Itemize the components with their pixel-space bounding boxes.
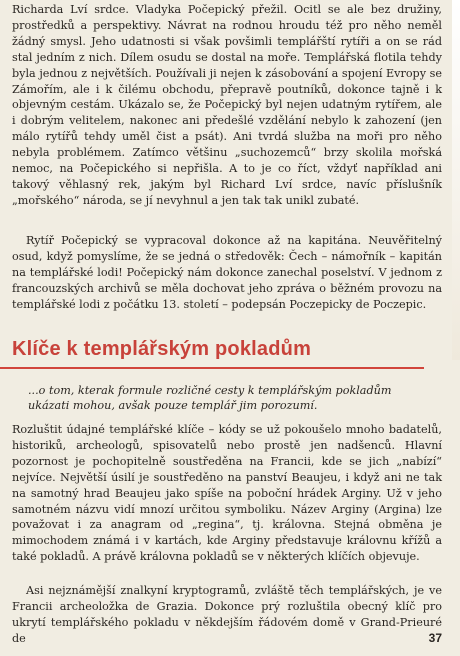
page-number: 37 bbox=[428, 631, 442, 645]
paragraph-2: Rytíř Počepický se vypracoval dokonce až na kapitána. Neuvěřitelný osud, když pomyslíme, že se jedná o středověk: Čech – námořník – kapitán na templářské lodi! Počepický nám dokonce zanechal poselství. V jednom z francouzských archivů se měla dochovat jeho zpráva o běžném provozu na templářské lodi z počátku 13. století – podepsán Poczepicky de Poczepic. bbox=[12, 234, 442, 311]
paragraph-3: Rozluštit údajné templářské klíče – kódy se už pokoušelo mnoho badatelů, historiků, archeologů, spisovatelů nebo prostě jen nadšenců. Hlavní pozornost je pochopitelně soustředěna na Francii, kde se jich „nabízí“ nejvíce. Největší úsilí je soustředěno na panství Beaujeu, i když ani ne tak na samotný hrad Beaujeu jako spíše na poboční hrádek Arginy. Už v jeho samotném názvu vidí mnozí určitou symboliku. Název Arginy (Argina) lze považovat i za anagram od „regina“, tj. královna. Stejná obměna je mimochodem známá i v kartách, kde Arginy představuje královnu křížů a také pokladů. A právě královna pokladů se v některých klíčích objevuje. bbox=[12, 423, 442, 564]
section-heading: Klíče k templářským pokladům bbox=[12, 338, 312, 360]
section-motto: ...o tom, kterak formule rozličné cesty k templářským pokladům ukázati mohou, avšak pouze templář jim porozumí. bbox=[28, 384, 392, 413]
page-edge bbox=[452, 0, 460, 360]
paragraph-1: Richarda Lví srdce. Vladyka Počepický přežil. Ocitl se ale bez družiny, prostředků a perspektivy. Návrat na rodnou hroudu též pro něho neměl žádný smysl. Jeho udatnosti si však povšimli templářští rytíři a on se rád stal jedním z nich. Dílem osudu se dostal na moře. Templářská flotila tehdy byla jednou z největších. Používali ji nejen k zásobování a spojení Evropy se Zámořím, ale i k čilému obchodu, přepravě poutníků, dokonce tajně i k objevným cestám. Ukázalo se, že Počepický byl nejen udatným rytířem, ale i dobrým velitelem, nakonec ani předešlé vzdělání nebylo k zahození (jen málo rytířů tehdy uměl čist a psát). Ani tvrdá služba na moři pro něho nebyla problémem. Zatímco většinu „suchozemců“ brzy skolila mořská nemoc, na Počepického si nepřišla. A to je co říct, vždyť například ani takový věhlasný rek, jakým byl Richard Lví srdce, navíc příslušník „mořského“ národa, se jí nevyhnul a jen tak tak unikl zubaté. bbox=[12, 3, 442, 207]
paragraph-4: Asi nejznámější znalkyní kryptogramů, zvláště těch templářských, je ve Francii archeoložka de Grazia. Dokonce prý rozluštila obecný klíč pro ukrytí templářského pokladu v někdejším řádovém domě v Grand-Prieuré de bbox=[12, 584, 442, 645]
